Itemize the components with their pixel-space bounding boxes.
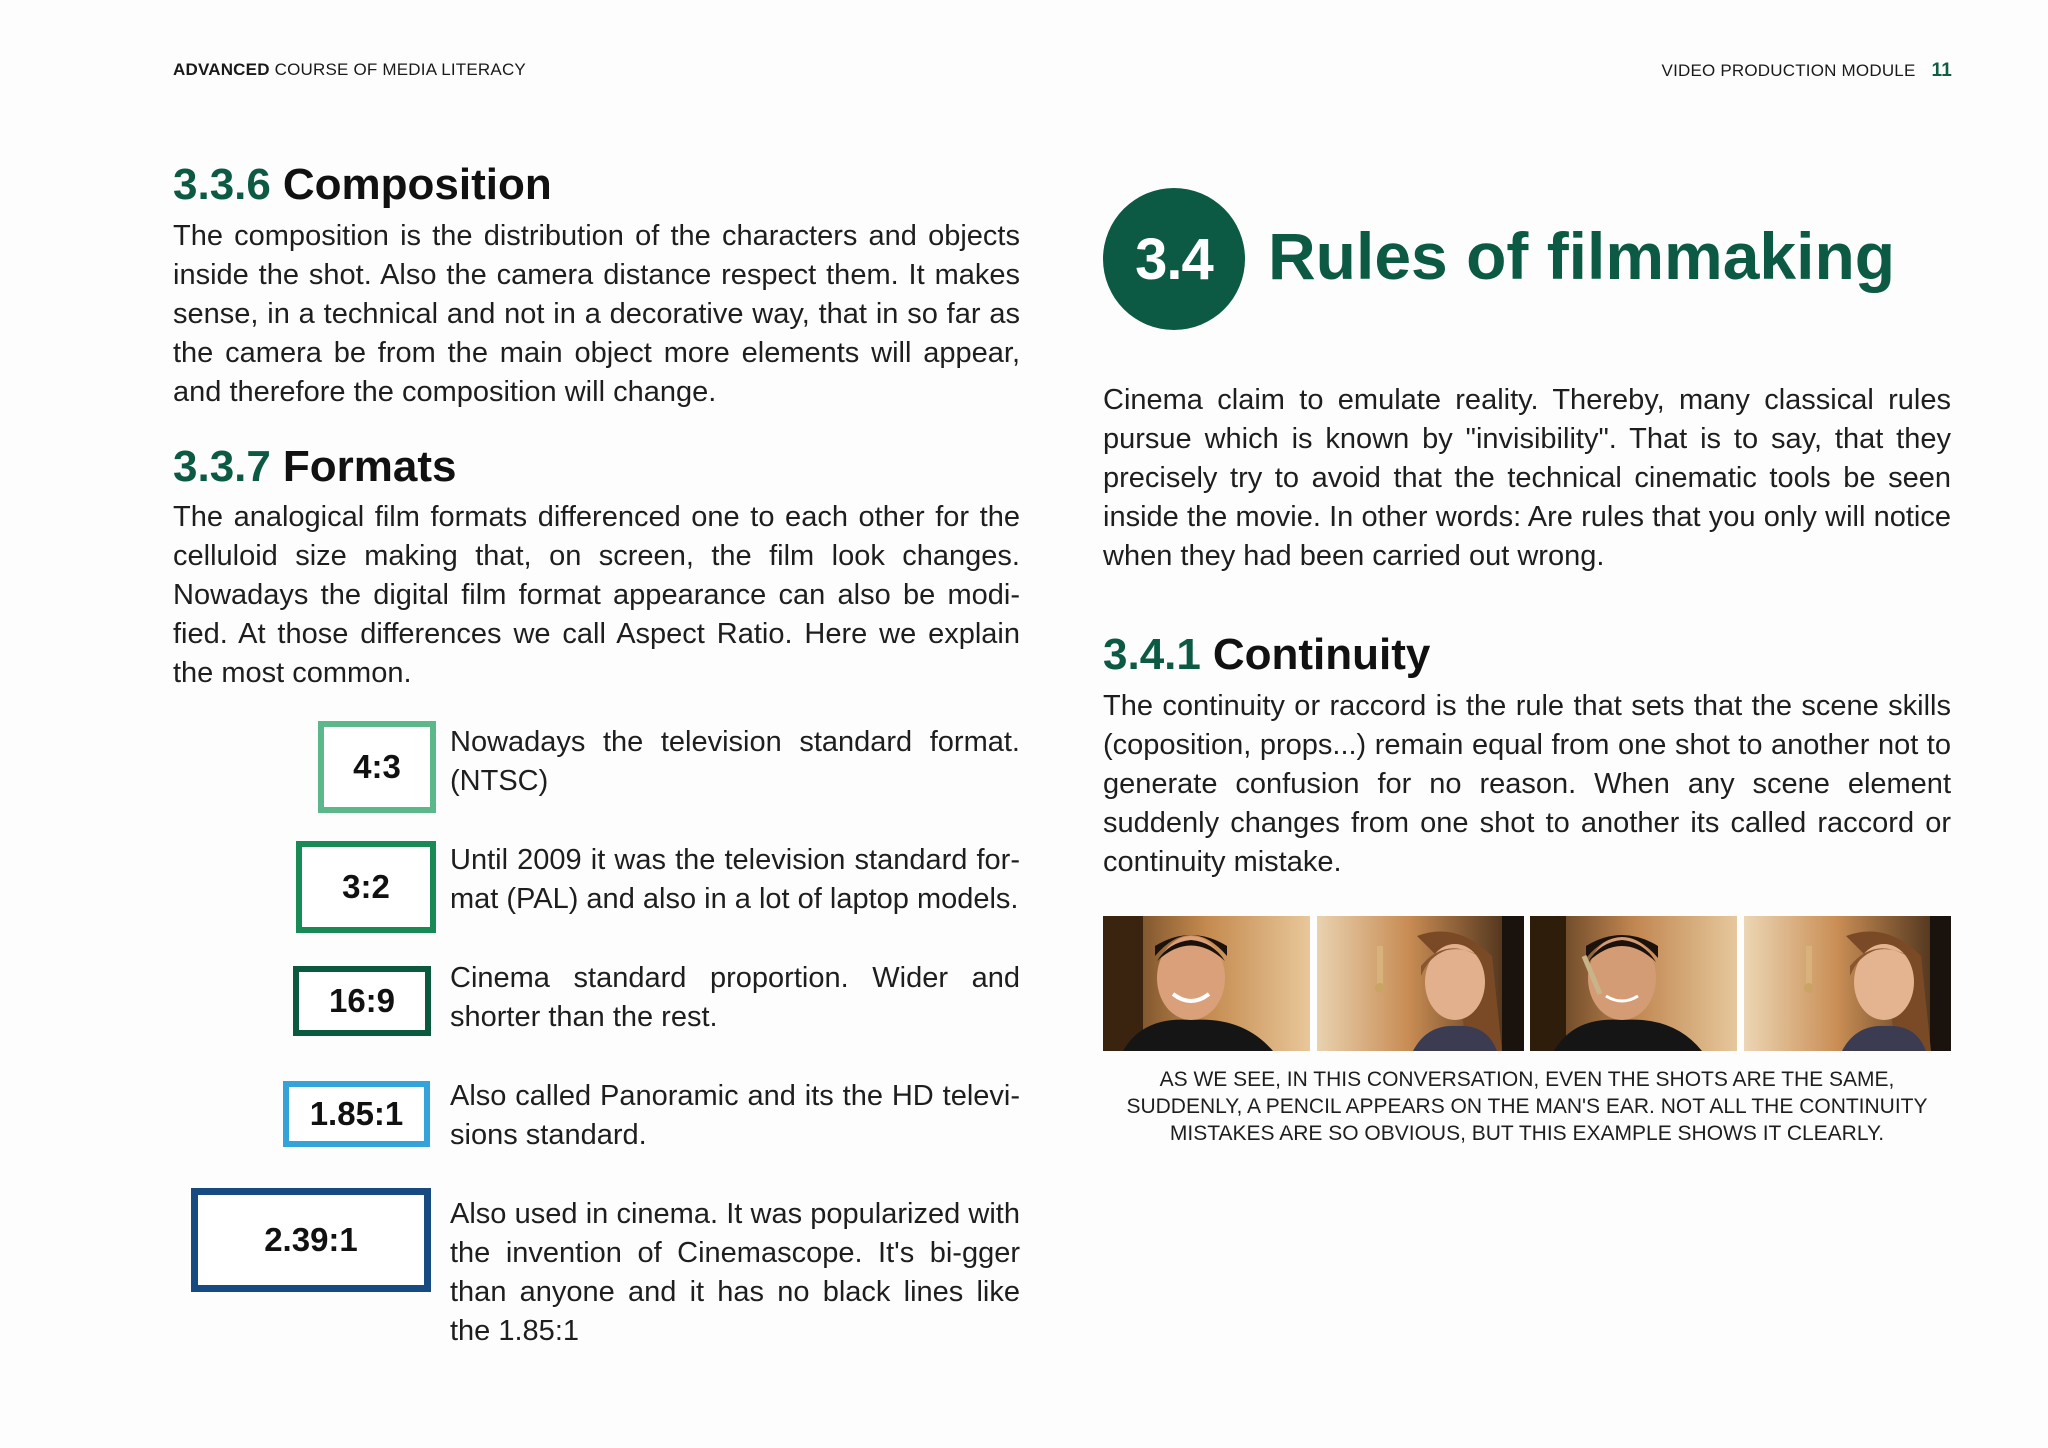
man-with-pencil-image xyxy=(1530,916,1737,1051)
chapter-number-badge: 3.4 xyxy=(1103,188,1245,330)
section-number: 3.3.7 xyxy=(173,441,271,491)
ratio-label: 16:9 xyxy=(328,982,396,1020)
continuity-heading xyxy=(1103,630,1951,681)
section-number: 3.3.6 xyxy=(173,160,271,209)
aspect-ratio-box-3-2 xyxy=(296,841,436,933)
ratio-label: 1.85:1 xyxy=(309,1095,404,1133)
aspect-ratio-list xyxy=(173,721,1020,1361)
aspect-ratio-box-4-3 xyxy=(318,721,436,813)
running-header-right xyxy=(1662,60,1952,82)
ratio-label: 3:2 xyxy=(342,868,390,906)
still-frame-woman-2 xyxy=(1744,916,1951,1051)
left-column xyxy=(173,160,1020,1361)
aspect-ratio-desc-2-39-1: Also used in cinema. It was popularized with the invention of Cinemascope. It's bi-gger than anyone and it has no black lines like the 1.85:1 xyxy=(450,1198,1020,1348)
aspect-ratio-desc-4-3: Nowadays the television standard format. (NTSC) xyxy=(450,726,1020,798)
course-title: COURSE OF MEDIA LITERACY xyxy=(274,60,526,79)
aspect-ratio-desc-16-9: Cinema standard proportion. Wider and shorter than the rest. xyxy=(450,962,1020,1034)
ratio-label: 4:3 xyxy=(353,748,401,786)
aspect-ratio-desc-1-85-1: Also called Panoramic and its the HD televi-sions standard. xyxy=(450,1080,1020,1152)
continuity-example-stills xyxy=(1103,916,1951,1051)
aspect-ratio-desc-3-2: Until 2009 it was the television standard for-mat (PAL) and also in a lot of laptop models. xyxy=(450,844,1020,916)
course-level: ADVANCED xyxy=(173,60,270,79)
section-title: Formats xyxy=(282,441,457,491)
continuity-section xyxy=(1103,630,1951,882)
formats-heading xyxy=(173,442,1020,493)
woman-portrait-image xyxy=(1744,916,1951,1051)
woman-portrait-image xyxy=(1317,916,1524,1051)
ratio-label: 2.39:1 xyxy=(264,1221,358,1259)
page-number: 11 xyxy=(1931,60,1952,81)
composition-heading xyxy=(173,160,1020,211)
section-title: Composition xyxy=(282,160,552,209)
composition-body: The composition is the distribution of the characters and objects inside the shot. Also the camera distance respect them. It makes sense, in a technical and not in a decorative way, that in so far as the camera be from the main object more elements will appear, and therefore the composition will change. xyxy=(173,219,1020,408)
man-portrait-image xyxy=(1103,916,1310,1051)
rules-body: Cinema claim to emulate reality. Thereby, many classical rules pursue which is known by "invisibility". That is to say, that they precisely try to avoid that the technical cinematic tools be seen inside the movie. In other words: Are rules that you only will notice when they had been carried out wrong. xyxy=(1103,384,1951,572)
still-frame-man-2-with-pencil xyxy=(1530,916,1737,1051)
aspect-ratio-box-16-9 xyxy=(293,966,431,1036)
aspect-ratio-box-1-85-1 xyxy=(283,1081,430,1147)
aspect-ratio-box-2-39-1 xyxy=(191,1188,431,1292)
continuity-body: The continuity or raccord is the rule that sets that the scene skills (coposition, props...) remain equal from one shot to another not to generate confusion for no reason. When any scene element suddenly changes from one shot to another its called raccord or continuity mistake. xyxy=(1103,689,1951,878)
still-frame-woman-1 xyxy=(1317,916,1524,1051)
module-title: VIDEO PRODUCTION MODULE xyxy=(1661,61,1916,80)
section-title: Continuity xyxy=(1212,630,1431,679)
stills-caption: AS WE SEE, IN THIS CONVERSATION, EVEN THE SHOTS ARE THE SAME, SUDDENLY, A PENCIL APPEARS ON THE MAN'S EAR. NOT ALL THE CONTINUITY MISTAKES ARE SO OBVIOUS, BUT THIS EXAMPLE SHOWS IT CLEARLY. xyxy=(1126,1068,1928,1145)
still-frame-man-1 xyxy=(1103,916,1310,1051)
running-header-left xyxy=(173,60,526,80)
formats-body: The analogical film formats differenced one to each other for the celluloid size making that, on screen, the film look changes. Nowadays the digital film format appearance can also be modi-fied. At those differences we call Aspect Ratio. Here we explain the most common. xyxy=(173,501,1020,690)
section-number: 3.4.1 xyxy=(1103,630,1201,679)
chapter-title: Rules of filmmaking xyxy=(1268,219,1896,293)
